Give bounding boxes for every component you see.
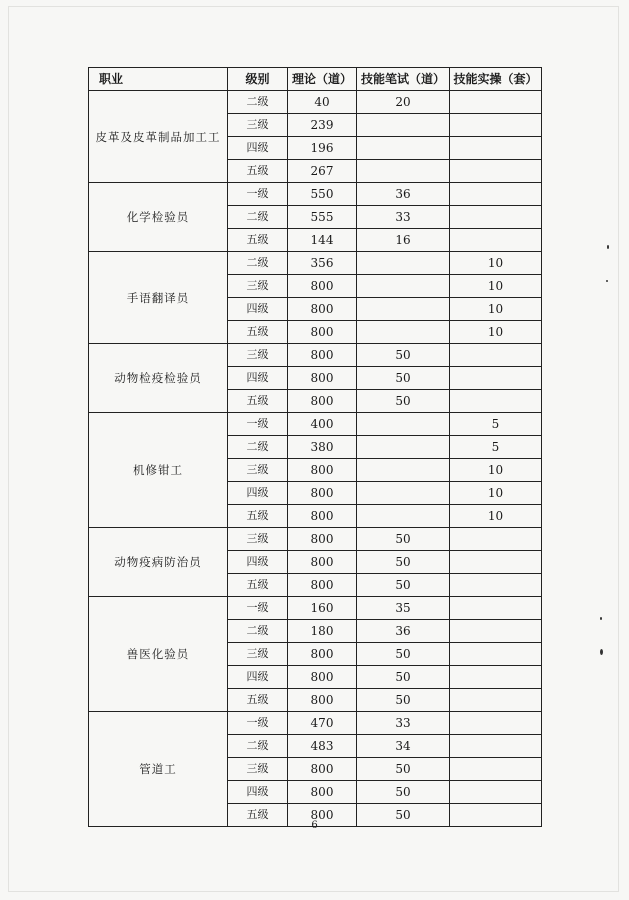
- skill-practical-cell: 10: [450, 459, 542, 482]
- occupation-cell: 手语翻译员: [89, 252, 228, 344]
- level-cell: 四级: [228, 298, 288, 321]
- level-cell: 二级: [228, 436, 288, 459]
- theory-cell: 800: [288, 666, 357, 689]
- skill-written-cell: 50: [357, 758, 450, 781]
- skill-written-cell: 16: [357, 229, 450, 252]
- table-row: [89, 413, 542, 436]
- theory-cell: 800: [288, 298, 357, 321]
- level-cell: 一级: [228, 597, 288, 620]
- theory-cell: 40: [288, 91, 357, 114]
- table-header-row: [89, 68, 542, 91]
- skill-written-cell: [357, 482, 450, 505]
- level-cell: 二级: [228, 252, 288, 275]
- skill-written-cell: [357, 413, 450, 436]
- skill-written-cell: [357, 252, 450, 275]
- table-row: [89, 91, 542, 114]
- theory-cell: 800: [288, 689, 357, 712]
- skill-written-cell: [357, 114, 450, 137]
- skill-practical-cell: [450, 229, 542, 252]
- skill-practical-cell: 10: [450, 482, 542, 505]
- skill-practical-cell: 10: [450, 505, 542, 528]
- theory-cell: 239: [288, 114, 357, 137]
- skill-practical-cell: [450, 206, 542, 229]
- theory-cell: 550: [288, 183, 357, 206]
- skill-written-cell: 50: [357, 390, 450, 413]
- skill-written-cell: 36: [357, 183, 450, 206]
- level-cell: 二级: [228, 735, 288, 758]
- header-theory: 理论（道）: [288, 68, 357, 91]
- skill-written-cell: 50: [357, 666, 450, 689]
- level-cell: 三级: [228, 643, 288, 666]
- skill-practical-cell: [450, 781, 542, 804]
- skill-practical-cell: [450, 735, 542, 758]
- scan-speck: [600, 617, 602, 620]
- table-row: [89, 597, 542, 620]
- theory-cell: 196: [288, 137, 357, 160]
- level-cell: 一级: [228, 183, 288, 206]
- theory-cell: 380: [288, 436, 357, 459]
- level-cell: 三级: [228, 758, 288, 781]
- question-bank-table: [88, 67, 542, 827]
- scan-speck: [606, 280, 608, 282]
- table-row: [89, 344, 542, 367]
- skill-written-cell: 50: [357, 804, 450, 827]
- skill-written-cell: [357, 321, 450, 344]
- theory-cell: 356: [288, 252, 357, 275]
- skill-practical-cell: [450, 528, 542, 551]
- level-cell: 三级: [228, 114, 288, 137]
- skill-written-cell: [357, 275, 450, 298]
- skill-written-cell: 34: [357, 735, 450, 758]
- occupation-cell: 皮革及皮革制品加工工: [89, 91, 228, 183]
- level-cell: 四级: [228, 482, 288, 505]
- occupation-cell: 机修钳工: [89, 413, 228, 528]
- theory-cell: 800: [288, 551, 357, 574]
- skill-practical-cell: 10: [450, 275, 542, 298]
- skill-practical-cell: [450, 620, 542, 643]
- theory-cell: 800: [288, 390, 357, 413]
- theory-cell: 800: [288, 758, 357, 781]
- table-row: [89, 712, 542, 735]
- skill-practical-cell: 10: [450, 321, 542, 344]
- level-cell: 五级: [228, 689, 288, 712]
- level-cell: 二级: [228, 206, 288, 229]
- table-row: [89, 252, 542, 275]
- skill-written-cell: [357, 436, 450, 459]
- skill-written-cell: 36: [357, 620, 450, 643]
- level-cell: 四级: [228, 367, 288, 390]
- level-cell: 三级: [228, 459, 288, 482]
- theory-cell: 267: [288, 160, 357, 183]
- skill-written-cell: [357, 160, 450, 183]
- theory-cell: 800: [288, 367, 357, 390]
- skill-written-cell: 50: [357, 551, 450, 574]
- scan-speck: [600, 649, 603, 655]
- level-cell: 三级: [228, 528, 288, 551]
- header-occupation: 职业: [89, 68, 228, 91]
- theory-cell: 800: [288, 344, 357, 367]
- skill-written-cell: [357, 137, 450, 160]
- level-cell: 四级: [228, 666, 288, 689]
- table-row: [89, 183, 542, 206]
- theory-cell: 180: [288, 620, 357, 643]
- theory-cell: 800: [288, 574, 357, 597]
- skill-practical-cell: [450, 160, 542, 183]
- theory-cell: 800: [288, 275, 357, 298]
- level-cell: 四级: [228, 781, 288, 804]
- skill-practical-cell: [450, 344, 542, 367]
- occupation-cell: 管道工: [89, 712, 228, 827]
- skill-practical-cell: [450, 758, 542, 781]
- theory-cell: 800: [288, 482, 357, 505]
- skill-written-cell: 50: [357, 528, 450, 551]
- level-cell: 四级: [228, 137, 288, 160]
- header-level: 级别: [228, 68, 288, 91]
- theory-cell: 800: [288, 804, 357, 827]
- theory-cell: 483: [288, 735, 357, 758]
- header-skill-written: 技能笔试（道）: [357, 68, 450, 91]
- skill-practical-cell: [450, 551, 542, 574]
- level-cell: 一级: [228, 712, 288, 735]
- level-cell: 五级: [228, 321, 288, 344]
- skill-practical-cell: [450, 574, 542, 597]
- theory-cell: 800: [288, 781, 357, 804]
- skill-practical-cell: [450, 114, 542, 137]
- page-number: 6: [311, 820, 318, 831]
- level-cell: 二级: [228, 620, 288, 643]
- level-cell: 五级: [228, 390, 288, 413]
- theory-cell: 555: [288, 206, 357, 229]
- skill-written-cell: [357, 459, 450, 482]
- skill-practical-cell: [450, 390, 542, 413]
- skill-practical-cell: [450, 367, 542, 390]
- occupation-cell: 化学检验员: [89, 183, 228, 252]
- level-cell: 一级: [228, 413, 288, 436]
- skill-written-cell: 33: [357, 206, 450, 229]
- theory-cell: 400: [288, 413, 357, 436]
- level-cell: 五级: [228, 574, 288, 597]
- skill-written-cell: 50: [357, 689, 450, 712]
- theory-cell: 800: [288, 528, 357, 551]
- skill-practical-cell: 10: [450, 298, 542, 321]
- level-cell: 五级: [228, 505, 288, 528]
- occupation-cell: 动物疫病防治员: [89, 528, 228, 597]
- skill-written-cell: 50: [357, 781, 450, 804]
- skill-practical-cell: [450, 597, 542, 620]
- theory-cell: 800: [288, 459, 357, 482]
- theory-cell: 470: [288, 712, 357, 735]
- occupation-cell: 兽医化验员: [89, 597, 228, 712]
- skill-written-cell: [357, 298, 450, 321]
- theory-cell: 800: [288, 643, 357, 666]
- skill-practical-cell: [450, 137, 542, 160]
- level-cell: 三级: [228, 275, 288, 298]
- level-cell: 五级: [228, 160, 288, 183]
- theory-cell: 800: [288, 321, 357, 344]
- skill-practical-cell: [450, 689, 542, 712]
- skill-practical-cell: [450, 712, 542, 735]
- skill-written-cell: 50: [357, 574, 450, 597]
- scan-speck: [607, 245, 609, 249]
- theory-cell: 144: [288, 229, 357, 252]
- level-cell: 四级: [228, 551, 288, 574]
- skill-practical-cell: [450, 666, 542, 689]
- skill-written-cell: 33: [357, 712, 450, 735]
- skill-written-cell: 50: [357, 643, 450, 666]
- occupation-cell: 动物检疫检验员: [89, 344, 228, 413]
- table-body: [89, 91, 542, 827]
- skill-practical-cell: 10: [450, 252, 542, 275]
- level-cell: 五级: [228, 229, 288, 252]
- skill-practical-cell: 5: [450, 413, 542, 436]
- skill-written-cell: 50: [357, 344, 450, 367]
- level-cell: 二级: [228, 91, 288, 114]
- header-skill-practical: 技能实操（套）: [450, 68, 542, 91]
- skill-written-cell: 50: [357, 367, 450, 390]
- skill-practical-cell: 5: [450, 436, 542, 459]
- theory-cell: 800: [288, 505, 357, 528]
- theory-cell: 160: [288, 597, 357, 620]
- skill-written-cell: [357, 505, 450, 528]
- skill-practical-cell: [450, 643, 542, 666]
- skill-practical-cell: [450, 91, 542, 114]
- skill-written-cell: 35: [357, 597, 450, 620]
- skill-written-cell: 20: [357, 91, 450, 114]
- level-cell: 三级: [228, 344, 288, 367]
- table-row: [89, 528, 542, 551]
- level-cell: 五级: [228, 804, 288, 827]
- skill-practical-cell: [450, 183, 542, 206]
